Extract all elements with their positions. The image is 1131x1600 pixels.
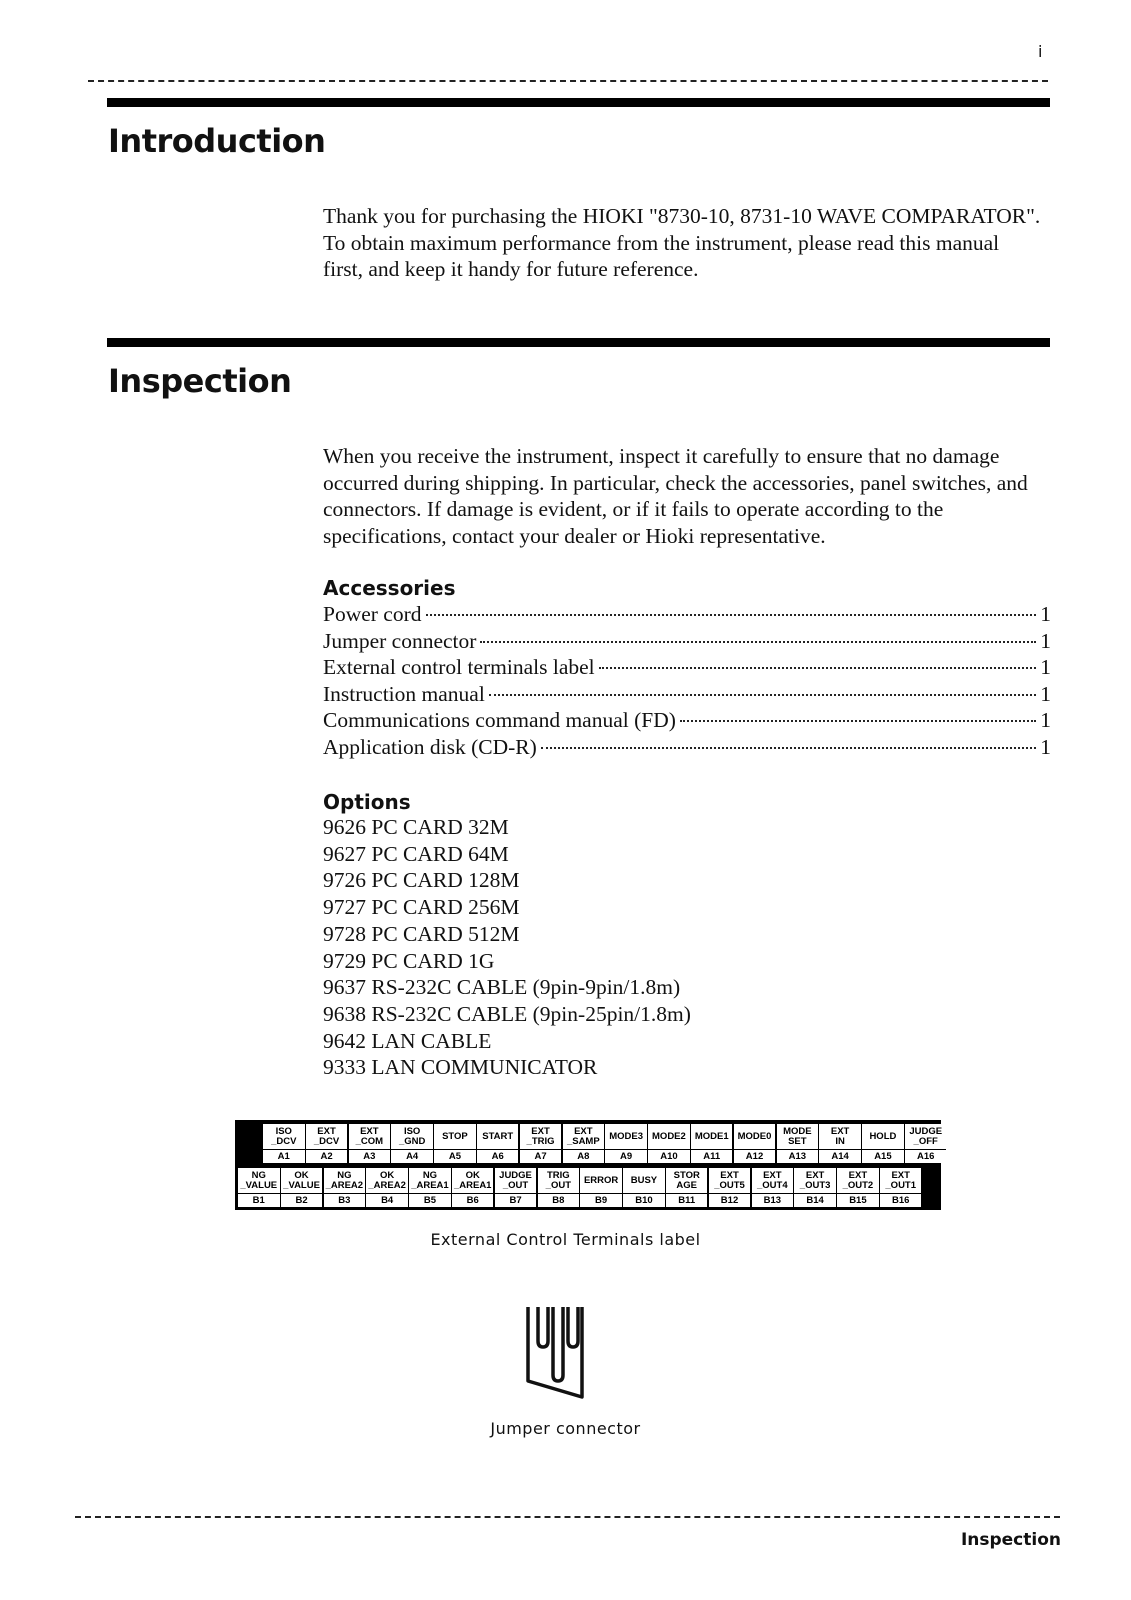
terminal-pin-code: B8: [552, 1195, 565, 1206]
terminal-cell: [520, 1124, 562, 1163]
terminal-pin-code: B13: [763, 1195, 782, 1206]
terminal-pin-code: A16: [916, 1151, 935, 1162]
accessory-name: Power cord: [323, 602, 422, 626]
terminal-pin-code: A12: [745, 1151, 764, 1162]
terminal-cell: [391, 1124, 433, 1163]
jumper-connector-caption: Jumper connector: [490, 1419, 641, 1438]
terminal-pin-code: A11: [703, 1151, 721, 1162]
accessory-quantity: 1: [1040, 735, 1051, 759]
terminal-cell: [477, 1124, 519, 1163]
terminal-signal-name: MODE3: [605, 1124, 647, 1150]
option-item: 9638 RS-232C CABLE (9pin-25pin/1.8m): [323, 1001, 691, 1026]
terminal-pin-code: B16: [891, 1195, 910, 1206]
terminal-signal-name: BUSY: [623, 1168, 665, 1194]
option-item: 9642 LAN CABLE: [323, 1028, 492, 1053]
option-item: 9728 PC CARD 512M: [323, 921, 520, 946]
terminal-cell: [666, 1168, 708, 1207]
terminal-pin-code: B1: [252, 1195, 265, 1206]
terminal-signal-name: OK _AREA1: [452, 1168, 494, 1194]
option-item: 9726 PC CARD 128M: [323, 868, 520, 893]
option-item: 9626 PC CARD 32M: [323, 815, 509, 839]
terminal-label-caption: External Control Terminals label: [430, 1230, 701, 1249]
terminal-pin-code: B15: [849, 1195, 867, 1206]
terminal-signal-name: NG _VALUE: [238, 1168, 280, 1194]
section-title-introduction: Introduction: [108, 122, 326, 160]
accessory-name: Instruction manual: [323, 681, 485, 706]
terminal-pin-code: A5: [448, 1151, 462, 1162]
terminal-signal-name: OK _AREA2: [366, 1168, 408, 1194]
option-item: 9333 LAN COMMUNICATOR: [323, 1055, 598, 1080]
terminal-pin-code: A15: [874, 1151, 892, 1162]
terminal-cell: [349, 1124, 391, 1163]
terminal-pin-code: A8: [577, 1151, 590, 1162]
terminal-cell: [777, 1124, 819, 1163]
terminal-cell: [409, 1168, 451, 1207]
terminal-cell: [263, 1124, 305, 1163]
terminal-pin-code: A4: [406, 1151, 419, 1162]
terminal-signal-name: MODE SET: [777, 1124, 819, 1150]
terminal-pin-code: A6: [491, 1151, 504, 1162]
terminal-pin-code: A10: [660, 1151, 678, 1162]
terminal-cell: [495, 1168, 537, 1207]
terminal-signal-name: START: [477, 1124, 519, 1150]
terminal-pin-code: B3: [338, 1195, 351, 1206]
terminal-row-a: [263, 1124, 948, 1163]
terminal-signal-name: EXT _OUT4: [752, 1168, 794, 1194]
terminal-cell: [862, 1124, 904, 1163]
terminal-pin-code: B10: [635, 1195, 653, 1206]
option-item: 9727 PC CARD 256M: [323, 895, 520, 920]
terminal-signal-name: ISO _GND: [391, 1124, 433, 1150]
terminal-cell: [752, 1168, 794, 1207]
terminal-row-b: [238, 1168, 923, 1207]
terminal-cell: [366, 1168, 408, 1207]
terminal-signal-name: EXT IN: [819, 1124, 861, 1150]
terminal-signal-name: ISO _DCV: [263, 1124, 305, 1150]
terminal-cell: [905, 1124, 947, 1163]
accessory-quantity: 1: [1040, 681, 1051, 706]
terminal-cell: [623, 1168, 665, 1207]
page-number: i: [1038, 42, 1043, 61]
terminal-signal-name: EXT _OUT3: [794, 1168, 836, 1194]
terminal-cell: [709, 1168, 751, 1207]
leader-dots: [680, 720, 1036, 722]
terminal-cell: [837, 1168, 879, 1207]
terminal-cell: [434, 1124, 476, 1163]
leader-dots: [426, 614, 1037, 616]
terminal-cell: [794, 1168, 836, 1207]
terminal-signal-name: MODE0: [734, 1124, 776, 1150]
accessory-item: [323, 735, 1051, 762]
accessory-item: [323, 655, 1051, 682]
terminal-cell: [452, 1168, 494, 1207]
option-item: 9729 PC CARD 1G: [323, 948, 495, 973]
terminal-cell: [306, 1124, 348, 1163]
terminal-signal-name: EXT _OUT2: [837, 1168, 879, 1194]
accessory-name: Jumper connector: [323, 628, 477, 653]
accessory-name: Application disk (CD-R): [323, 735, 537, 759]
accessory-item: [323, 682, 1051, 709]
terminal-pin-code: A13: [788, 1151, 807, 1162]
terminal-signal-name: JUDGE _OFF: [905, 1124, 947, 1150]
terminal-pin-code: A14: [831, 1151, 849, 1162]
accessories-heading: Accessories: [323, 576, 456, 600]
terminal-cell: [281, 1168, 323, 1207]
accessory-item: [323, 602, 1051, 629]
terminal-cell: [538, 1168, 580, 1207]
terminal-cell: [563, 1124, 605, 1163]
terminal-signal-name: ERROR: [580, 1168, 622, 1194]
terminal-pin-code: A9: [620, 1151, 633, 1162]
terminal-signal-name: STOP: [434, 1124, 476, 1150]
terminal-signal-name: EXT _COM: [349, 1124, 391, 1150]
terminal-pin-code: B4: [381, 1195, 394, 1206]
terminal-cell: [734, 1124, 776, 1163]
terminal-signal-name: HOLD: [862, 1124, 904, 1150]
terminal-signal-name: JUDGE _OUT: [495, 1168, 537, 1194]
external-control-terminals-label: [235, 1120, 941, 1210]
inspection-text: When you receive the instrument, inspect it carefully to ensure that no damage occurred during shipping. In particular, check the accessories, panel switches, and connectors. If damage is evident, or if it fails to operate according to the specifications, contact your dealer or Hioki representative.: [323, 444, 1028, 548]
terminal-signal-name: OK _VALUE: [281, 1168, 323, 1194]
leader-dots: [489, 694, 1036, 696]
terminal-pin-code: A2: [320, 1151, 333, 1162]
leader-dots: [480, 641, 1036, 643]
terminal-signal-name: EXT _SAMP: [563, 1124, 605, 1150]
terminal-pin-code: B12: [720, 1195, 739, 1206]
terminal-pin-code: B9: [595, 1195, 608, 1206]
jumper-connector-icon: [520, 1305, 590, 1400]
terminal-pin-code: B7: [509, 1195, 522, 1206]
terminal-cell: [691, 1124, 733, 1163]
terminal-signal-name: EXT _DCV: [306, 1124, 348, 1150]
section-rule-inspection: [107, 338, 1050, 347]
terminal-pin-code: B11: [678, 1195, 696, 1206]
introduction-text: Thank you for purchasing the HIOKI "8730-10, 8731-10 WAVE COMPARATOR". To obtain maximum performance from the instrument, please read this manual first, and keep it handy for future reference.: [323, 204, 1041, 281]
leader-dots: [541, 747, 1036, 749]
accessory-quantity: 1: [1040, 602, 1051, 626]
terminal-pin-code: B6: [466, 1195, 479, 1206]
terminal-cell: [605, 1124, 647, 1163]
terminal-pin-code: A7: [534, 1151, 547, 1162]
terminal-signal-name: NG _AREA1: [409, 1168, 451, 1194]
terminal-signal-name: MODE2: [648, 1124, 690, 1150]
accessory-item: [323, 708, 1051, 735]
accessory-name: Communications command manual (FD): [323, 708, 676, 733]
terminal-pin-code: B2: [295, 1195, 308, 1206]
options-list: [323, 814, 691, 1081]
terminal-signal-name: NG _AREA2: [324, 1168, 366, 1194]
option-item: 9637 RS-232C CABLE (9pin-9pin/1.8m): [323, 975, 681, 1000]
section-title-inspection: Inspection: [108, 362, 292, 400]
option-item: 9627 PC CARD 64M: [323, 841, 509, 866]
terminal-signal-name: TRIG _OUT: [538, 1168, 580, 1194]
accessory-name: External control terminals label: [323, 655, 595, 680]
footer-section-name: Inspection: [960, 1530, 1061, 1550]
accessory-quantity: 1: [1040, 708, 1051, 733]
bottom-dashed-divider: [75, 1516, 1060, 1518]
terminal-cell: [580, 1168, 622, 1207]
section-rule-introduction: [107, 98, 1050, 107]
terminal-signal-name: EXT _OUT1: [880, 1168, 922, 1194]
terminal-signal-name: STOR AGE: [666, 1168, 708, 1194]
top-dashed-divider: [88, 80, 1048, 82]
terminal-signal-name: MODE1: [691, 1124, 733, 1150]
terminal-cell: [324, 1168, 366, 1207]
options-heading: Options: [323, 790, 411, 814]
terminal-cell: [880, 1168, 922, 1207]
accessory-item: [323, 629, 1051, 656]
terminal-signal-name: EXT _OUT5: [709, 1168, 751, 1194]
terminal-cell: [648, 1124, 690, 1163]
terminal-cell: [819, 1124, 861, 1163]
accessory-quantity: 1: [1040, 655, 1051, 680]
terminal-pin-code: A3: [363, 1151, 376, 1162]
terminal-pin-code: B5: [423, 1195, 437, 1206]
terminal-cell: [238, 1168, 280, 1207]
terminal-pin-code: B14: [806, 1195, 824, 1206]
accessory-quantity: 1: [1040, 628, 1051, 653]
terminal-pin-code: A1: [277, 1151, 290, 1162]
terminal-signal-name: EXT _TRIG: [520, 1124, 562, 1150]
leader-dots: [599, 667, 1037, 669]
